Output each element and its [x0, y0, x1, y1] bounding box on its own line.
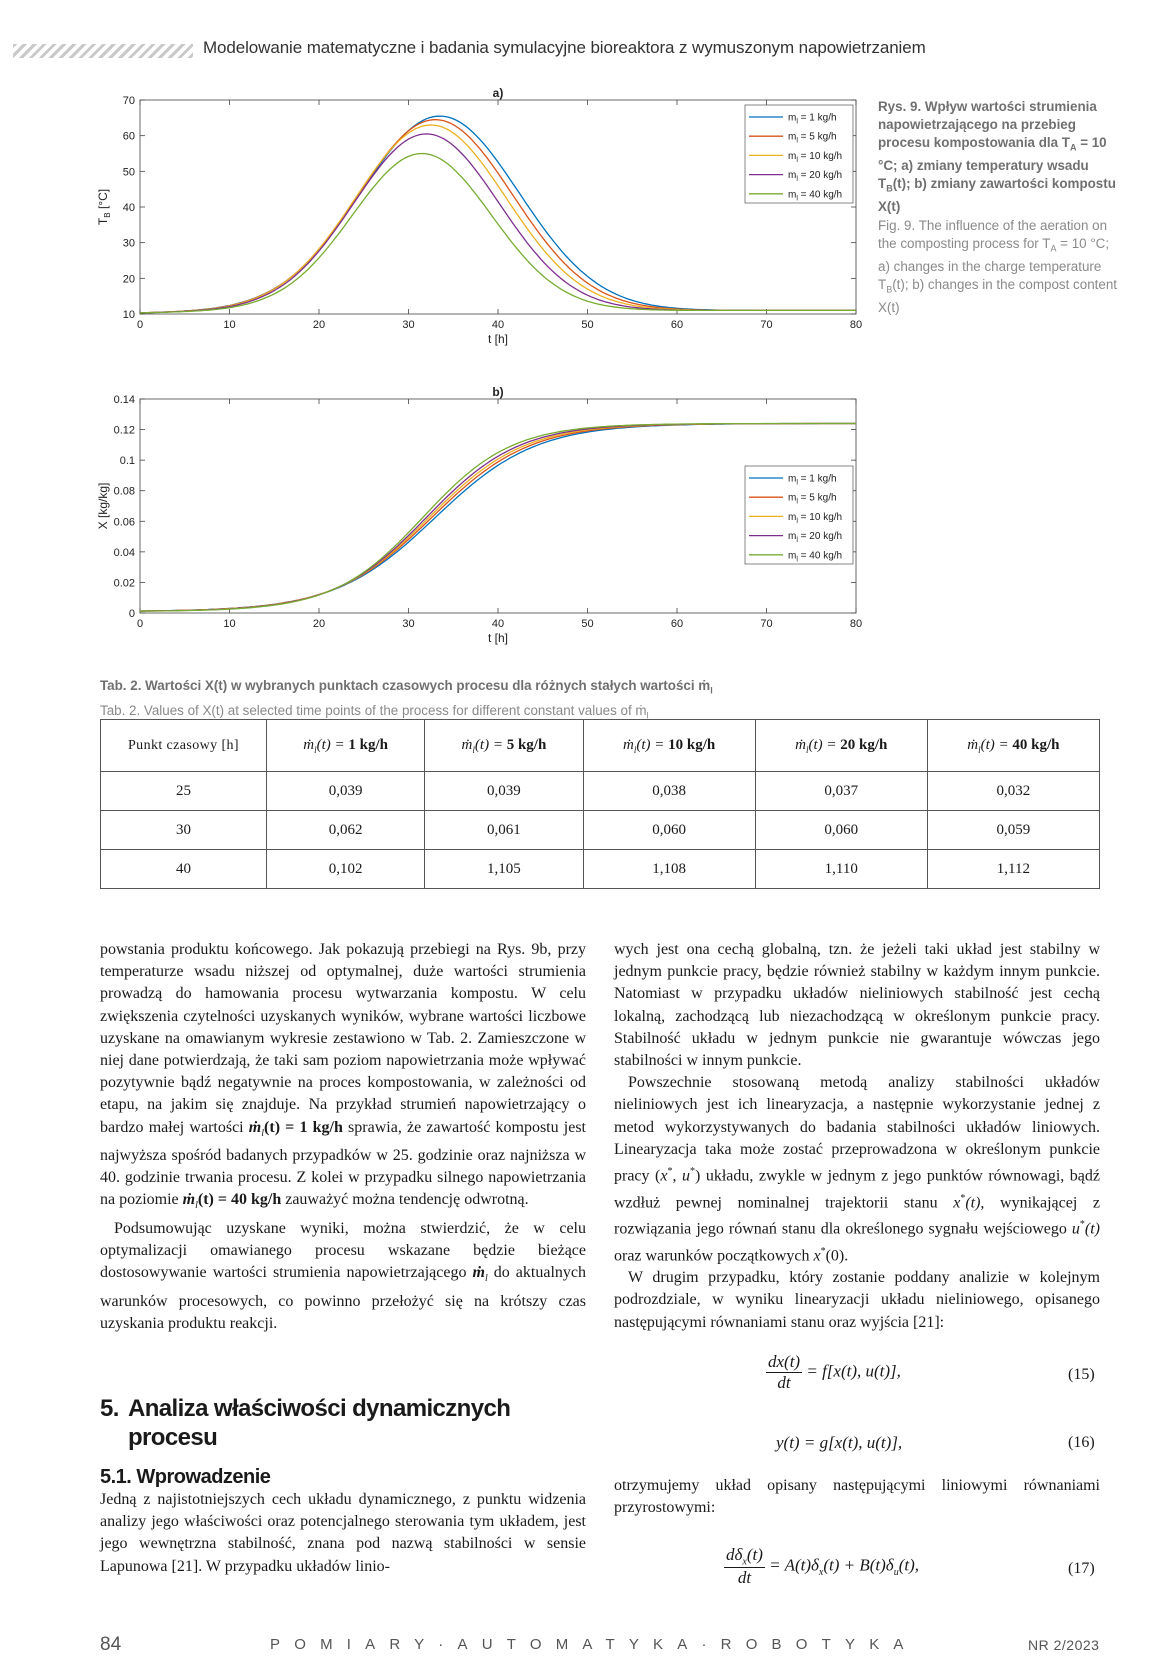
eq-text: dδ [726, 1545, 743, 1564]
y-tick-label: 0 [128, 608, 135, 620]
table-header-time: Punkt czasowy [h] [101, 720, 267, 772]
figure-caption-en-c: (t); b) changes in the compost content X(t) [878, 276, 1117, 315]
y-tick-label: 0.1 [119, 455, 135, 468]
table-cell: 0,060 [755, 811, 927, 850]
subsection-heading: 5.1. Wprowadzenie [100, 1466, 271, 1488]
y-axis-label: $T_B$ [°C] [96, 188, 112, 226]
sub: x [818, 1567, 824, 1578]
table-cell: 0,032 [927, 772, 1099, 811]
x-tick-label: 70 [760, 319, 773, 331]
running-title: Modelowanie matematyczne i badania symulacyjne bioreaktora z wymuszonym napowietrzaniem [203, 38, 926, 57]
header-mid: (t) = [636, 736, 669, 753]
eq-text: (t) [746, 1545, 763, 1564]
text-run: oraz warunków początkowych [614, 1246, 814, 1264]
m-dot: ṁ [182, 1191, 196, 1209]
section-title-line2: procesu [128, 1424, 218, 1451]
var-arg: (t) [965, 1193, 981, 1211]
text-run: , wynikającej z rozwiązania jego równań stanu dla określonego sygnału wejściowego [614, 1193, 1100, 1238]
header-mid: (t) = [808, 736, 841, 753]
sub: B [886, 184, 893, 195]
table-header-col [267, 720, 425, 772]
table-header-col [755, 720, 927, 772]
legend-label: $m_l = 40$ kg/h [788, 189, 843, 203]
m-dot: ṁ [472, 1264, 485, 1282]
paragraph: Jedną z najistotniejszych cech układu dynamicznego, z punktu widzenia analizy jego właściwości oraz potencjalnego sterowania tym układem, jest jego wewnętrzna stabilność, znana pod nazwą stabilności w sensie Lapunowa [21]. W przypadku układów linio- [100, 1491, 586, 1575]
table-cell: 0,039 [267, 772, 425, 811]
y-tick-label: 0.06 [113, 516, 135, 529]
legend-label: $m_l = 20$ kg/h [788, 170, 843, 184]
table-cell: 1,108 [583, 850, 755, 889]
eq-text: (t), [898, 1555, 920, 1575]
figure-caption [878, 98, 1118, 317]
eq-text: (t) + B(t)δ [823, 1555, 894, 1575]
paragraph [614, 1072, 1100, 1267]
journal-name: POMIARY·AUTOMATYKA·ROBOTYKA [270, 1636, 918, 1653]
star: * [667, 1166, 673, 1178]
equation-17 [724, 1545, 919, 1588]
x-tick-label: 70 [760, 618, 773, 630]
x-tick-label: 60 [670, 618, 684, 630]
header-mid: (t) = [980, 736, 1013, 753]
var-arg: (t) [1084, 1220, 1100, 1238]
chart-temperature [95, 86, 875, 358]
figure-caption-pl-tail1: = 10 °C; a) zmiany temperatury wsadu T [878, 135, 1107, 192]
header-value: 10 kg/h [668, 736, 716, 753]
table-cell: 0,039 [425, 772, 583, 811]
y-tick-label: 0.02 [113, 577, 135, 590]
y-tick-label: 60 [122, 130, 135, 143]
star: * [690, 1166, 695, 1178]
table-cell: 1,112 [927, 850, 1099, 889]
paragraph [100, 939, 586, 1218]
table-cell: 1,105 [425, 850, 583, 889]
legend-label: $m_l = 1$ kg/h [788, 112, 837, 126]
x-tick-label: 10 [223, 618, 236, 630]
table-cell-time: 40 [101, 850, 267, 889]
figure-caption-pl-text: Wpływ wartości strumienia napowietrzającego na przebieg procesu kompostowania dla T [878, 99, 1097, 151]
body-column-right [614, 939, 1100, 1334]
sub: B [886, 284, 893, 295]
legend-label: $m_l = 1$ kg/h [788, 473, 837, 487]
x-tick-label: 30 [402, 319, 415, 331]
star: * [960, 1192, 966, 1204]
sub: l [314, 744, 317, 755]
equation-number: (17) [1068, 1560, 1095, 1577]
sub: l [805, 744, 809, 755]
sub: A [1069, 143, 1077, 154]
sub: x [742, 1556, 747, 1568]
text-run: . [844, 1246, 849, 1264]
denominator: dt [777, 1373, 791, 1392]
x-tick-label: 40 [491, 319, 505, 331]
section-number: 5. [100, 1395, 119, 1422]
table-caption-en-text: Tab. 2. Values of X(t) at selected time points of the process for different constant values of ṁ [100, 702, 647, 718]
figure-caption-en-a: Fig. 9. The influence of the aeration on the composting process for T [878, 217, 1108, 251]
body-column-right-2 [614, 1475, 1100, 1519]
table-header-col [927, 720, 1099, 772]
header-value: 20 kg/h [840, 736, 888, 753]
figure-caption-pl [878, 98, 1118, 217]
y-tick-label: 20 [122, 273, 135, 286]
m-dot: ṁ [303, 736, 315, 753]
y-axis-label: X [kg/kg] [96, 482, 110, 530]
page-number: 84 [100, 1634, 122, 1655]
var-x: x [660, 1167, 668, 1185]
var-arg: (0) [825, 1246, 845, 1264]
sub: l [261, 1127, 265, 1139]
figure-label: Rys. 9. [878, 99, 922, 114]
x-tick-label: 20 [312, 618, 326, 630]
numerator: dx(t) [768, 1352, 801, 1371]
fraction [766, 1352, 802, 1393]
y-tick-label: 0.14 [113, 394, 135, 406]
table-header-row [101, 720, 1100, 772]
results-table [100, 719, 1100, 889]
x-axis-label: t [h] [487, 631, 509, 645]
equation-16: y(t) = g[x(t), u(t)], [776, 1433, 903, 1452]
figure-caption-pl-tail2: (t); b) zmiany zawartości kompostu X(t) [878, 176, 1116, 215]
x-tick-label: 50 [581, 618, 594, 630]
legend-label: $m_l = 10$ kg/h [788, 150, 843, 164]
text-run: sprawia, że zawartość kompostu jest najwyższa spośród badanych przypadków w 25. godzinie oraz najniższa w 40. godzinie trwania procesu. Z kolei w przypadku silnego napowietrzania na poziomie [100, 1118, 587, 1209]
y-tick-label: 10 [122, 309, 135, 321]
header-mid: (t) = [316, 736, 349, 753]
text-run: , [672, 1167, 682, 1185]
header-mid: (t) = [474, 736, 507, 753]
sub: l [646, 710, 649, 721]
table-cell: 1,110 [755, 850, 927, 889]
denominator: dt [737, 1568, 752, 1588]
paragraph [100, 1218, 586, 1335]
text-run: Podsumowując uzyskane wyniki, można stwierdzić, że w celu optymalizacji omawianego procesu wskazane będzie bieżące dostosowywanie wartości strumienia napowietrzającego [100, 1219, 586, 1282]
text-run: do aktualnych warunków procesowych, co powinno przełożyć się na krótszy czas uzyskania produktu reakcji. [100, 1264, 586, 1332]
y-tick-label: 0.04 [113, 546, 135, 559]
var-x: x [953, 1193, 961, 1211]
numerator [724, 1545, 765, 1568]
table-row [101, 850, 1100, 889]
y-tick-label: 50 [122, 166, 135, 179]
legend-label: $m_l = 5$ kg/h [788, 131, 837, 145]
var-u: u [1071, 1220, 1080, 1238]
legend-label: $m_l = 40$ kg/h [788, 550, 843, 564]
table-cell: 0,060 [583, 811, 755, 850]
x-tick-label: 0 [136, 618, 144, 630]
inline-eq: (t) = 40 kg/h [197, 1191, 282, 1209]
m-dot: ṁ [461, 736, 473, 753]
x-tick-label: 30 [402, 618, 415, 630]
text-run: ) układu, zwykle w jednym z jego punktów równowagi, bądź wzdłuż pewnej nominalnej trajektorii stanu [614, 1167, 1101, 1211]
table-cell: 0,059 [927, 811, 1099, 850]
x-axis-label: t [h] [487, 332, 509, 346]
chart-compost-content [95, 385, 875, 657]
var-u: u [682, 1167, 690, 1185]
sub: l [484, 1273, 488, 1285]
table-cell: 0,102 [267, 850, 425, 889]
text-run: zauważyć można tendencję odwrotną. [281, 1191, 529, 1209]
body-column-left-2 [100, 1489, 586, 1578]
equation-rhs: = f[x(t), u(t)], [806, 1361, 901, 1381]
x-tick-label: 80 [849, 319, 863, 331]
table-row [101, 811, 1100, 850]
figure-caption-en [878, 217, 1118, 317]
sub: A [1050, 243, 1057, 254]
legend-label: $m_l = 20$ kg/h [788, 531, 843, 545]
header-hatch-decoration [13, 44, 193, 58]
text-run: powstania produktu końcowego. Jak pokazują przebiegi na Rys. 9b, przy temperaturze wsadu niższej od optymalnej, duże wartości strumienia prowadzą do hamowania procesu wytwarzania kompostu. W celu zwiększenia czytelności uzyskanych wyników, wybrane wartości liczbowe uzyskane na omawianym wykresie zestawiono w Tab. 2. Zamieszczone w niej dane potwierdzają, że taki sam poziom napowietrzania może wpływać pozytywnie bądź negatywnie na proces kompostowania, w zależności od etapu, na jakim się znajduje. Na przykład strumień napowietrzający o bardzo małej wartości [100, 941, 586, 1136]
legend-label: $m_l = 5$ kg/h [788, 492, 837, 506]
sub: l [978, 744, 981, 755]
equation-number: (16) [1068, 1434, 1095, 1451]
x-tick-label: 40 [491, 618, 505, 630]
y-tick-label: 30 [122, 237, 135, 250]
m-dot: ṁ [967, 736, 979, 753]
header-value: 1 kg/h [348, 736, 389, 753]
m-dot: ṁ [248, 1118, 262, 1136]
section-heading [100, 1394, 590, 1452]
star: * [1079, 1219, 1085, 1231]
x-tick-label: 50 [581, 319, 594, 331]
figure-caption-en-b: = 10 °C; a) changes in the charge temperature T [878, 235, 1110, 292]
table-cell: 0,037 [755, 772, 927, 811]
m-dot: ṁ [623, 736, 634, 753]
equation-15 [766, 1352, 901, 1393]
x-tick-label: 0 [136, 319, 144, 331]
body-column-left [100, 939, 586, 1335]
table-header-col [583, 720, 755, 772]
table-cell-time: 25 [101, 772, 267, 811]
table-row [101, 772, 1100, 811]
fraction [724, 1545, 765, 1588]
sub: u [893, 1567, 899, 1578]
table-caption-pl [100, 676, 713, 701]
y-tick-label: 40 [122, 202, 135, 214]
star: * [820, 1245, 826, 1257]
legend-label: $m_l = 10$ kg/h [788, 511, 843, 525]
text-run: Powszechnie stosowaną metodą analizy stabilności układów nieliniowych jest ich linearyzacja, a następnie wykorzystanie jednej z metod wykorzystywanych do badania stabilności układów liniowych. Linearyzacja taka może zostać przeprowadzona w określonym punkcie pracy ( [614, 1074, 1100, 1185]
inline-eq: (t) = 1 kg/h [264, 1118, 343, 1136]
panel-title: b) [492, 385, 504, 399]
sub: l [472, 744, 475, 755]
eq-text: = A(t)δ [769, 1555, 819, 1575]
x-tick-label: 60 [670, 319, 684, 331]
y-tick-label: 0.12 [113, 424, 135, 437]
equation-number: (15) [1068, 1366, 1095, 1383]
paragraph: W drugim przypadku, który zostanie poddany analizie w kolejnym podrozdziale, w wyniku linearyzacji układu nieliniowego, opisanego następującymi równaniami stanu oraz wyjścia [21]: [614, 1269, 1100, 1331]
sub: l [710, 685, 713, 696]
x-tick-label: 80 [849, 618, 863, 630]
table-cell: 0,062 [267, 811, 425, 850]
sub: l [195, 1200, 198, 1212]
header-value: 5 kg/h [506, 736, 547, 753]
sub: l [633, 744, 637, 755]
table-caption-pl-text: Tab. 2. Wartości X(t) w wybranych punktach czasowych procesu dla różnych stałych wartości ṁ [100, 678, 711, 693]
running-header [13, 38, 1153, 66]
y-tick-label: 0.08 [113, 485, 135, 498]
x-tick-label: 10 [223, 319, 236, 331]
table-cell-time: 30 [101, 811, 267, 850]
section-title-line1: Analiza właściwości dynamicznych [128, 1395, 511, 1422]
table-cell: 0,038 [583, 772, 755, 811]
table-cell: 0,061 [425, 811, 583, 850]
var-x: x [813, 1246, 821, 1264]
paragraph: wych jest ona cechą globalną, tzn. że jeżeli taki układ jest stabilny w jednym punkcie pracy, będzie również stabilny w każdym innym punkcie. Natomiast w przypadku układów nieliniowych stabilność jest cechą lokalną, zachodzącą lub niezachodzącą w określonym punkcie pracy. Stabilność układu w jednym punkcie nie gwarantuje wówczas jego stabilności w innym punkcie. [614, 941, 1100, 1070]
issue-number: NR 2/2023 [1028, 1637, 1100, 1653]
m-dot: ṁ [795, 736, 806, 753]
panel-title: a) [492, 86, 504, 100]
y-tick-label: 70 [122, 95, 135, 107]
table-header-col [425, 720, 583, 772]
paragraph: otrzymujemy układ opisany następującymi liniowymi równaniami przyrostowymi: [614, 1477, 1100, 1517]
table-caption [100, 676, 713, 725]
header-value: 40 kg/h [1012, 736, 1060, 753]
x-tick-label: 20 [312, 319, 326, 331]
